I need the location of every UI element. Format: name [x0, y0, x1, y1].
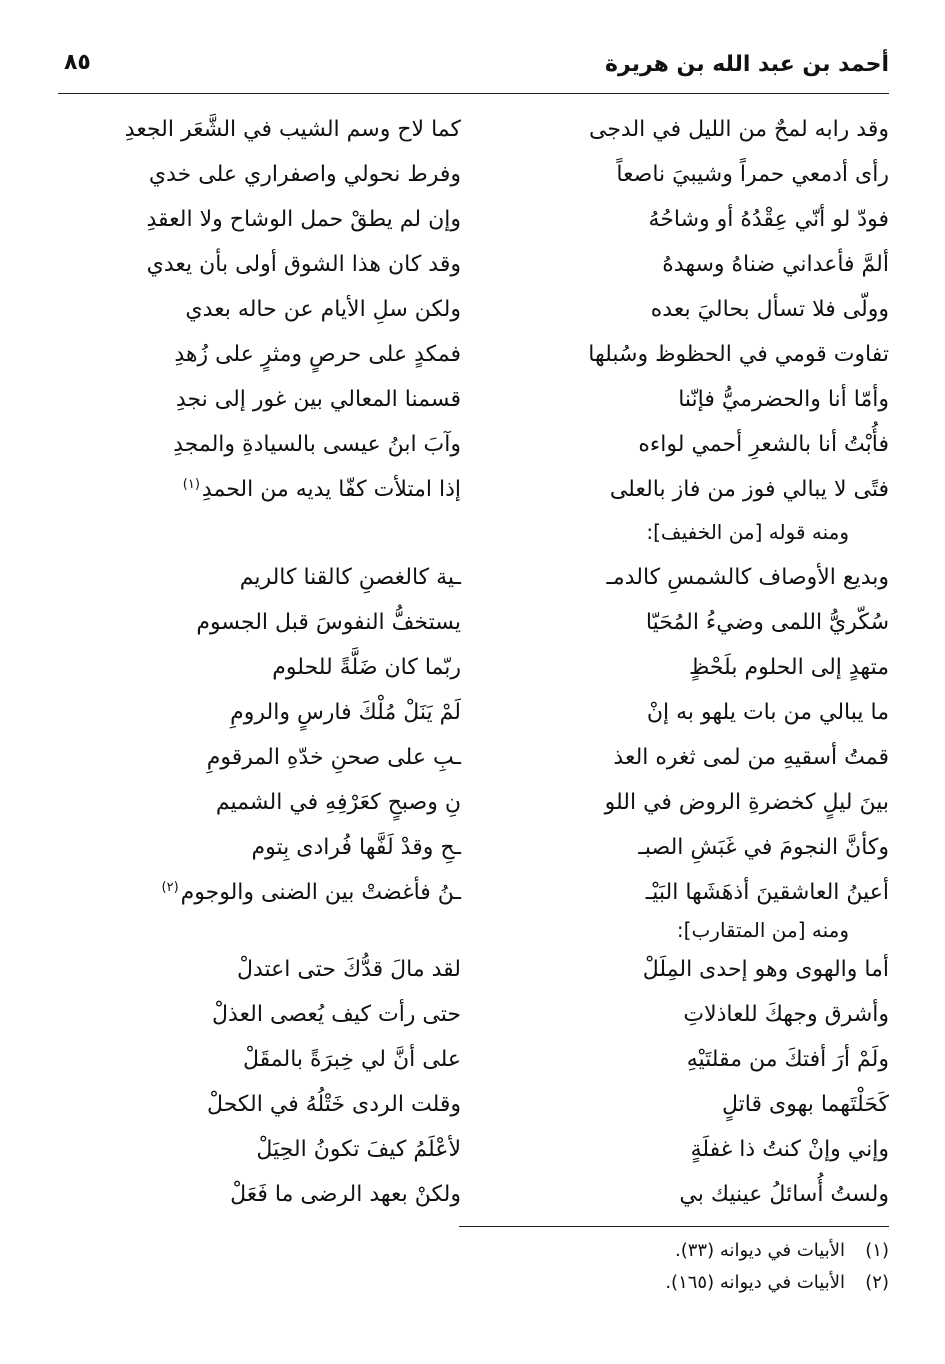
verse-second-hemistich: قسمنا المعالي بين غور إلى نجدِ	[175, 387, 461, 412]
verse-first-hemistich: فودّ لو أنّي عِقْدُهُ أو وشاحُهُ	[648, 207, 889, 232]
verse	[0, 1180, 945, 1228]
verse-first-hemistich: رأى أدمعي حمراً وشيبيَ ناصعاً	[616, 162, 889, 187]
verse-first-hemistich: أما والهوى وهو إحدى المِلَلْ	[642, 957, 889, 982]
verse-second-hemistich: ـحِ وقدْ لَفَّها فُرادى بِتوم	[251, 835, 461, 860]
footnote-number: (١)	[865, 1240, 889, 1261]
verse-second-hemistich: وفرط نحولي واصفراري على خدي	[148, 162, 461, 187]
verse	[0, 385, 945, 433]
verse	[0, 1135, 945, 1183]
footnote-number: (٢)	[865, 1272, 889, 1293]
verse-first-hemistich: وكأنَّ النجومَ في غَبَشِ الصبـ	[638, 835, 889, 860]
verse	[0, 1090, 945, 1138]
verse	[0, 955, 945, 1003]
verse-second-hemistich: لأعْلَمُ كيفَ تكونُ الحِيَلْ	[256, 1137, 461, 1162]
verse-second-hemistich: حتى رأت كيف يُعصى العذلْ	[212, 1002, 461, 1027]
verse-second-hemistich: على أنَّ لي خِبرَةً بالمقَلْ	[243, 1047, 461, 1072]
verse-second-hemistich: ولكنْ بعهد الرضى ما فَعَلْ	[230, 1182, 461, 1207]
verse-second-hemistich: نِ وصبحٍ كعَرْفِهِ في الشميم	[215, 790, 461, 815]
verse-second-hemistich: وقلت الردى خَتْلُهُ في الكحلْ	[207, 1092, 461, 1117]
verse	[0, 608, 945, 656]
verse-first-hemistich: كَحَلْتَهما بهوى قاتلٍ	[722, 1092, 889, 1117]
verse-second-hemistich: لَمْ يَنَلْ مُلْكَ فارسٍ والرومِ	[230, 700, 461, 725]
verse-second-hemistich: ولكن سلِ الأيام عن حاله بعدي	[185, 297, 461, 322]
verse	[0, 430, 945, 478]
verse-first-hemistich: ألمَّ فأعداني ضناهُ وسهدهُ	[662, 252, 889, 277]
verse-first-hemistich: قمتُ أسقيهِ من لمى ثغره العذ	[613, 745, 889, 770]
footnote-text: الأبيات في ديوانه (١٦٥).	[665, 1272, 845, 1293]
verse	[0, 833, 945, 881]
footnote-marker: (٢)	[161, 879, 179, 895]
footnote-text: الأبيات في ديوانه (٣٣).	[674, 1240, 845, 1261]
verse	[0, 653, 945, 701]
verse	[0, 743, 945, 791]
verse-second-hemistich: ربّما كان ضَلَّةً للحلوم	[272, 655, 461, 680]
verse-second-hemistich: كما لاح وسم الشيب في الشَّعَر الجعدِ	[124, 117, 461, 142]
verse-second-hemistich	[99, 475, 461, 505]
verse	[0, 160, 945, 208]
verse-first-hemistich: فأُبْتُ أنا بالشعرِ أحمي لواءه	[638, 432, 889, 457]
verse-first-hemistich: وقد رابه لمحٌ من الليل في الدجى	[588, 117, 889, 142]
verse-second-hemistich: ـية كالغصنِ كالقنا كالريم	[239, 565, 461, 590]
verse-second-hemistich: فمكدٍ على حرصٍ ومثرٍ على زُهدِ	[174, 342, 461, 367]
verse-second-hemistich: وقد كان هذا الشوق أولى بأن يعدي	[146, 252, 461, 277]
poem-intro: ومنه [من المتقارب]:	[676, 918, 849, 942]
verse	[0, 205, 945, 253]
verse	[0, 115, 945, 163]
hemistich-text: ـنُ فأغضتْ بين الضنى والوجوم	[180, 880, 461, 905]
footnote	[675, 1240, 889, 1261]
footnote	[665, 1272, 889, 1293]
verse-first-hemistich: ولستُ أُسائلُ عينيك بي	[679, 1182, 889, 1207]
verse-first-hemistich: متهدٍ إلى الحلوم بلَحْظٍ	[688, 655, 889, 680]
verse-first-hemistich: تفاوت قومي في الحظوظ وسُبلها	[588, 342, 889, 367]
hemistich-text: إذا امتلأت كفّا يديه من الحمدِ	[201, 477, 461, 502]
verse-second-hemistich: وإن لم يطقْ حمل الوشاح ولا العقدِ	[146, 207, 461, 232]
verse	[0, 563, 945, 611]
verse	[0, 475, 945, 523]
verse-first-hemistich: سُكّريُّ اللمى وضيءُ المُحَيّا	[645, 610, 889, 635]
verse-first-hemistich: وأمّا أنا والحضرميُّ فإنّنا	[678, 387, 889, 412]
verse-second-hemistich: لقد مالَ قدُّكَ حتى اعتدلْ	[236, 957, 461, 982]
verse	[0, 698, 945, 746]
verse	[0, 1045, 945, 1093]
verse	[0, 1000, 945, 1048]
verse	[0, 295, 945, 343]
verse-first-hemistich: وبديع الأوصاف كالشمسِ كالدمـ	[606, 565, 889, 590]
verse-second-hemistich: ـبِ على صحنِ خدّهِ المرقومِ	[206, 745, 461, 770]
header-divider	[58, 93, 889, 94]
verse-second-hemistich	[99, 878, 461, 908]
footnote-divider	[459, 1226, 889, 1227]
verse-first-hemistich: أعينُ العاشقينَ أذهَشَها البَيْـ	[645, 880, 889, 905]
verse-second-hemistich: يستخفُّ النفوسَ قبل الجسوم	[196, 610, 461, 635]
verse	[0, 788, 945, 836]
verse-first-hemistich: بينَ ليلٍ كخضرةِ الروض في اللو	[604, 790, 889, 815]
verse-second-hemistich: وآبَ ابنُ عيسى بالسيادةِ والمجدِ	[173, 432, 461, 457]
verse-first-hemistich: فتًى لا يبالي فوز من فاز بالعلى	[609, 477, 889, 502]
verse-first-hemistich: ما يبالي من بات يلهو به إنْ	[646, 700, 889, 725]
verse-first-hemistich: وولّى فلا تسأل بحاليَ بعده	[650, 297, 889, 322]
verse-first-hemistich: ولَمْ أرَ أفتكَ من مقلتَيْهِ	[686, 1047, 889, 1072]
verse-first-hemistich: وأشرق وجهكَ للعاذلاتِ	[683, 1002, 889, 1027]
page-number: ٨٥	[64, 50, 91, 75]
verse-first-hemistich: وإني وإنْ كنتُ ذا غفلَةٍ	[690, 1137, 889, 1162]
verse	[0, 340, 945, 388]
running-header-title: أحمد بن عبد الله بن هريرة	[605, 52, 889, 77]
poem-intro: ومنه قوله [من الخفيف]:	[646, 520, 849, 544]
footnote-marker: (١)	[182, 476, 200, 492]
verse	[0, 250, 945, 298]
